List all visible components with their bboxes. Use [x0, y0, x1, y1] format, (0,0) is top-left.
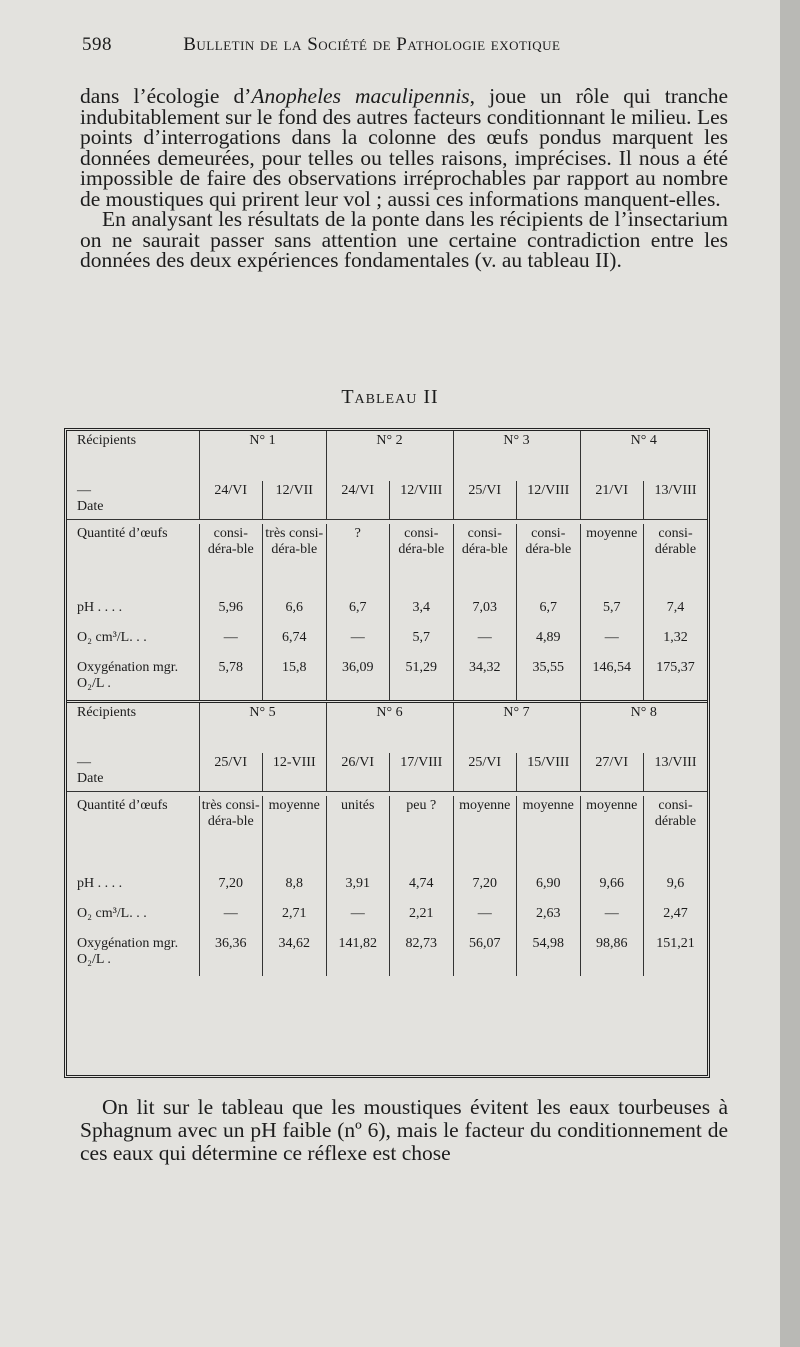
recipient-header: N° 8	[630, 705, 657, 720]
oxygenation-cell: 98,86	[580, 934, 644, 976]
oxygenation-cell: 34,32	[453, 658, 517, 700]
date-cell: 27/VI	[580, 753, 644, 792]
table-block-2	[67, 703, 707, 976]
o2-cell: —	[453, 904, 517, 934]
paragraph-1: dans l’écologie d’Anopheles maculipennis, joue un rôle qui tranche indubitablement sur le fond des autres facteurs conditionnant le milieu. Les points d’interrogations dans la colonne des œufs pondus marquent les données demeurées, pour telles ou telles raisons, imprécises. Il nous a été impossible de faire des observations irréprochables par rapport au nombre de moustiques qui prirent leur vol ; aussi ces informations manquent-elles.	[80, 84, 728, 211]
row-label-date: — Date	[67, 753, 199, 792]
ph-cell: 5,7	[580, 598, 644, 628]
table-block-1	[67, 431, 707, 700]
oxygenation-cell: 36,09	[326, 658, 390, 700]
quantite-cell: moyenne	[580, 796, 644, 874]
row-label-o2: O₂ cm³/L. . .	[67, 628, 199, 658]
species-name: Anopheles maculipennis	[251, 84, 470, 108]
oxygenation-cell: 36,36	[199, 934, 263, 976]
o2-cell: —	[580, 628, 644, 658]
ph-cell: 5,96	[199, 598, 263, 628]
o2-cell: —	[453, 628, 517, 658]
date-cell: 24/VI	[326, 481, 390, 520]
page-number: 598	[82, 34, 112, 55]
ph-cell: 6,7	[517, 598, 581, 628]
recipient-header: N° 7	[453, 703, 580, 753]
quantite-cell: moyenne	[453, 796, 517, 874]
oxygenation-cell: 51,29	[390, 658, 454, 700]
o2-cell: 4,89	[517, 628, 581, 658]
date-cell: 13/VIII	[654, 483, 697, 498]
oxygenation-cell: 151,21	[656, 936, 695, 951]
oxygenation-cell: 15,8	[263, 658, 327, 700]
date-cell: 17/VIII	[390, 753, 454, 792]
date-cell: 12/VIII	[390, 481, 454, 520]
ph-cell: 6,7	[326, 598, 390, 628]
o2-cell: —	[199, 628, 263, 658]
recipient-header: N° 1	[199, 431, 326, 481]
quantite-cell: très consi-déra-ble	[263, 524, 327, 598]
o2-cell: —	[326, 628, 390, 658]
row-label-oxygenation: Oxygénation mgr. O₂/L .	[67, 934, 199, 976]
date-cell: 25/VI	[199, 753, 263, 792]
o2-cell: 2,47	[663, 906, 688, 921]
quantite-cell: consi-déra-ble	[517, 524, 581, 598]
ph-cell: 7,03	[453, 598, 517, 628]
o2-cell: —	[199, 904, 263, 934]
row-label-recipients: Récipients	[67, 431, 199, 481]
quantite-cell: unités	[326, 796, 390, 874]
oxygenation-cell: 5,78	[199, 658, 263, 700]
ph-cell: 8,8	[263, 874, 327, 904]
top-text	[80, 86, 728, 271]
ph-cell: 7,20	[199, 874, 263, 904]
data-table	[64, 428, 710, 1078]
row-label-o2: O₂ cm³/L. . .	[67, 904, 199, 934]
date-cell: 12/VIII	[517, 481, 581, 520]
running-head	[82, 34, 722, 56]
o2-cell: 2,21	[390, 904, 454, 934]
date-cell: 13/VIII	[654, 755, 697, 770]
ph-cell: 3,91	[326, 874, 390, 904]
ph-cell: 6,6	[263, 598, 327, 628]
oxygenation-cell: 141,82	[326, 934, 390, 976]
date-cell: 24/VI	[199, 481, 263, 520]
oxygenation-cell: 146,54	[580, 658, 644, 700]
table-title: Tableau II	[341, 386, 439, 408]
quantite-cell: moyenne	[263, 796, 327, 874]
ph-cell: 3,4	[390, 598, 454, 628]
row-label-recipients: Récipients	[67, 703, 199, 753]
quantite-cell: consi-déra-ble	[199, 524, 263, 598]
recipient-header: N° 6	[326, 703, 453, 753]
date-cell: 21/VI	[580, 481, 644, 520]
row-label-ph: pH . . . .	[67, 874, 199, 904]
row-label-quantite: Quantité d’œufs	[67, 796, 199, 874]
recipient-header: N° 4	[630, 433, 657, 448]
row-label-ph: pH . . . .	[67, 598, 199, 628]
quantite-cell: consi-dérable	[654, 526, 697, 557]
o2-cell: 1,32	[663, 630, 688, 645]
row-label-oxygenation: Oxygénation mgr. O₂/L .	[67, 658, 199, 700]
o2-cell: 2,63	[517, 904, 581, 934]
o2-cell: 5,7	[390, 628, 454, 658]
recipient-header: N° 3	[453, 431, 580, 481]
o2-cell: 6,74	[263, 628, 327, 658]
date-cell: 15/VIII	[517, 753, 581, 792]
ph-cell: 7,20	[453, 874, 517, 904]
o2-cell: 2,71	[263, 904, 327, 934]
date-cell: 26/VI	[326, 753, 390, 792]
oxygenation-cell: 175,37	[656, 660, 695, 675]
ph-cell: 4,74	[390, 874, 454, 904]
o2-cell: —	[326, 904, 390, 934]
date-cell: 25/VI	[453, 753, 517, 792]
row-label-quantite: Quantité d’œufs	[67, 524, 199, 598]
quantite-cell: très consi-déra-ble	[199, 796, 263, 874]
ph-cell: 6,90	[517, 874, 581, 904]
oxygenation-cell: 56,07	[453, 934, 517, 976]
quantite-cell: moyenne	[580, 524, 644, 598]
ph-cell: 9,6	[666, 876, 685, 891]
date-cell: 12-VIII	[263, 753, 327, 792]
quantite-cell: moyenne	[517, 796, 581, 874]
date-cell: 12/VII	[263, 481, 327, 520]
recipient-header: N° 5	[199, 703, 326, 753]
quantite-cell: peu ?	[390, 796, 454, 874]
ph-cell: 9,66	[580, 874, 644, 904]
o2-cell: —	[580, 904, 644, 934]
date-cell: 25/VI	[453, 481, 517, 520]
paragraph-2: En analysant les résultats de la ponte dans les récipients de l’insectarium on ne saurait passer sans attention une certaine contradiction entre les données des deux expériences fondamentales (v. au tableau II).	[80, 207, 728, 272]
recipient-header: N° 2	[326, 431, 453, 481]
ph-cell: 7,4	[666, 600, 685, 615]
oxygenation-cell: 34,62	[263, 934, 327, 976]
row-label-date: — Date	[67, 481, 199, 520]
quantite-cell: ?	[326, 524, 390, 598]
quantite-cell: consi-déra-ble	[390, 524, 454, 598]
quantite-cell: consi-déra-ble	[453, 524, 517, 598]
paragraph-3: On lit sur le tableau que les moustiques évitent les eaux tourbeuses à Sphagnum avec un pH faible (nº 6), mais le facteur du conditionnement de ces eaux qui détermine ce réflexe est chose	[80, 1095, 728, 1165]
oxygenation-cell: 54,98	[517, 934, 581, 976]
journal-title: Bulletin de la Société de Pathologie exotique	[183, 34, 561, 55]
oxygenation-cell: 35,55	[517, 658, 581, 700]
oxygenation-cell: 82,73	[390, 934, 454, 976]
quantite-cell: consi-dérable	[654, 798, 697, 829]
bottom-text	[80, 1096, 728, 1165]
